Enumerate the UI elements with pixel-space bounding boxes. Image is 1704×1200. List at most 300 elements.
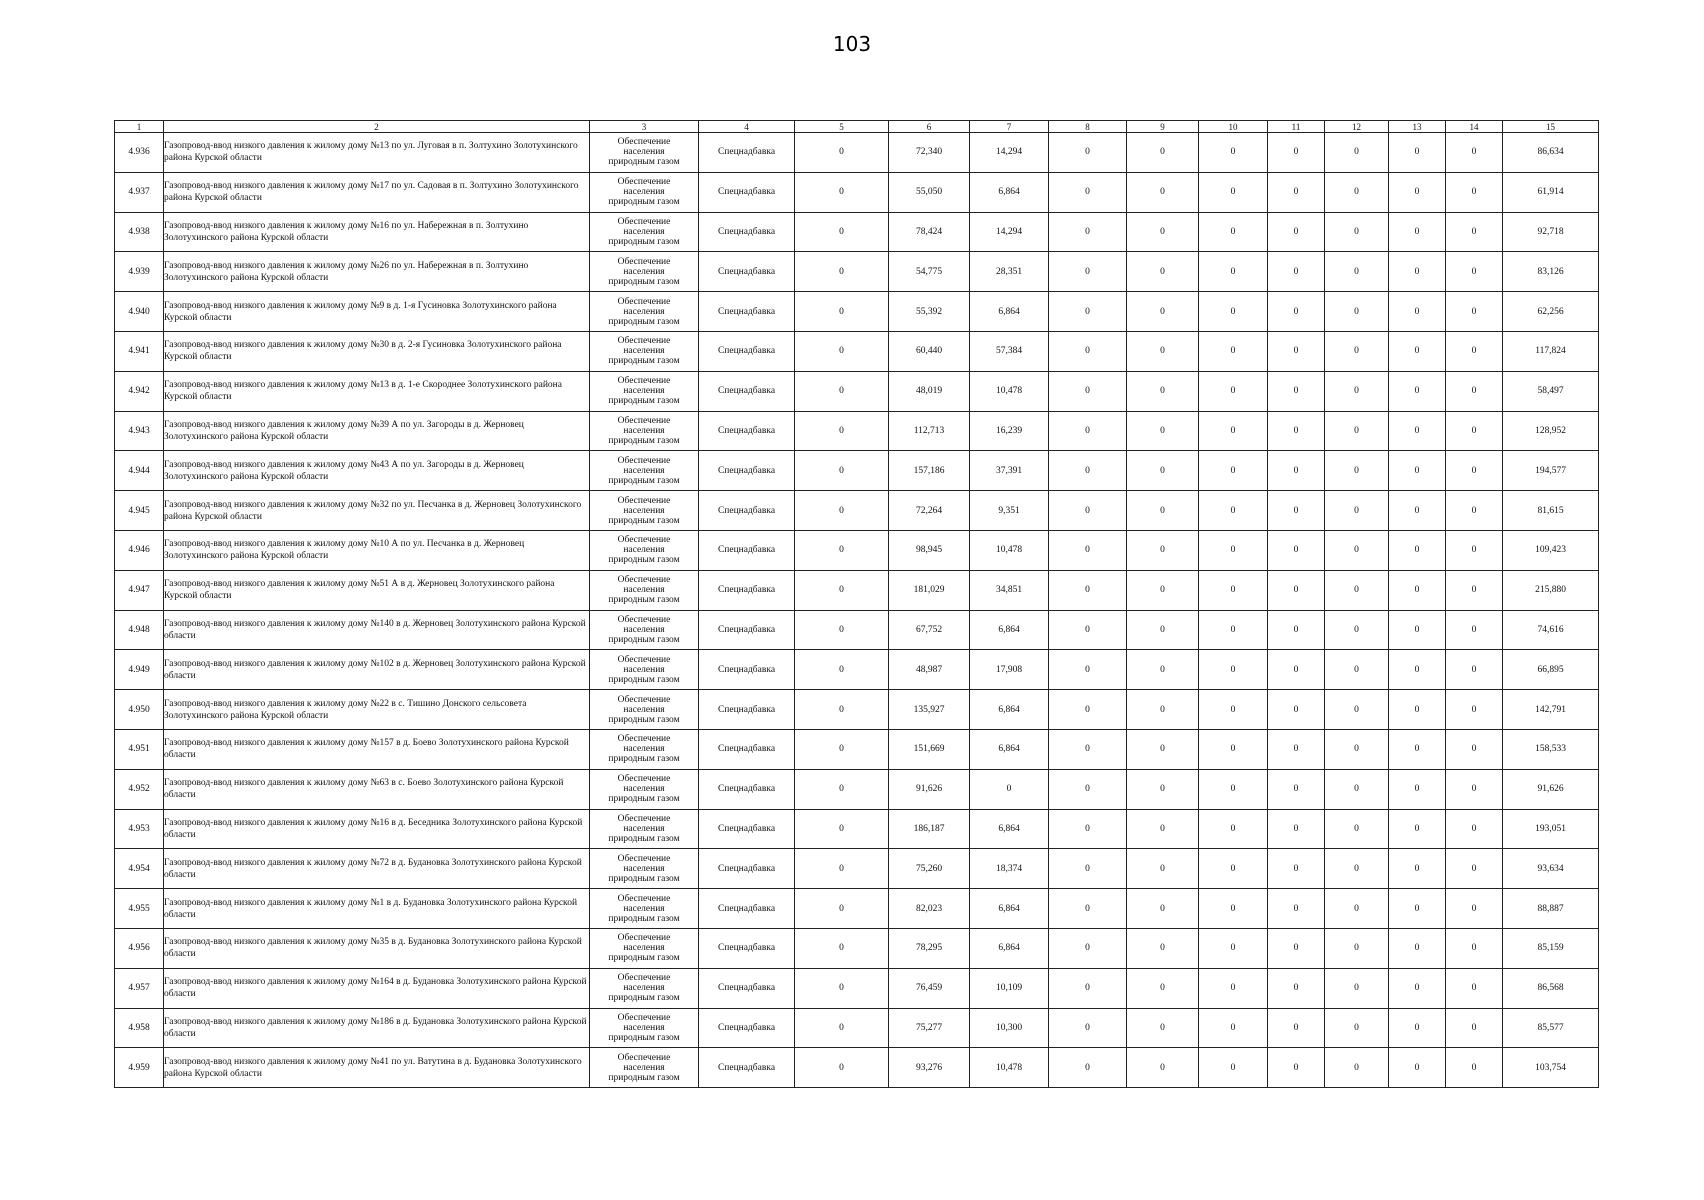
value-cell-col-13: 0 (1389, 610, 1446, 650)
value-cell-col-5: 0 (795, 451, 889, 491)
object-description: Газопровод-ввод низкого давления к жилому дому №22 в с. Тишино Донского сельсовета Золотухинского района Курской области (164, 690, 590, 730)
value-cell-col-14: 0 (1446, 133, 1503, 173)
value-cell-col-8: 0 (1049, 371, 1127, 411)
value-cell-col-10: 0 (1199, 292, 1268, 332)
funding-source: Спецнадбавка (699, 968, 795, 1008)
value-cell-col-11: 0 (1268, 928, 1325, 968)
value-cell-col-12: 0 (1325, 252, 1389, 292)
value-cell-col-7: 6,864 (970, 928, 1049, 968)
purpose-cell (590, 690, 699, 730)
value-cell-col-7: 37,391 (970, 451, 1049, 491)
table-row (115, 570, 1599, 610)
value-cell-col-5: 0 (795, 292, 889, 332)
value-cell-col-6: 60,440 (889, 331, 970, 371)
value-cell-col-7: 0 (970, 769, 1049, 809)
purpose-line: Обеспечение (617, 1012, 671, 1023)
value-cell-col-8: 0 (1049, 133, 1127, 173)
value-cell-col-14: 0 (1446, 451, 1503, 491)
value-cell-col-9: 0 (1127, 889, 1199, 929)
value-cell-col-14: 0 (1446, 212, 1503, 252)
purpose-line: Обеспечение (617, 853, 671, 864)
value-cell-col-11: 0 (1268, 1048, 1325, 1088)
object-description: Газопровод-ввод низкого давления к жилому дому №26 по ул. Набережная в п. Золтухино Золотухинского района Курской области (164, 252, 590, 292)
purpose-line: населения (623, 346, 665, 357)
value-cell-col-10: 0 (1199, 690, 1268, 730)
purpose-cell (590, 769, 699, 809)
value-cell-col-13: 0 (1389, 729, 1446, 769)
value-cell-col-10: 0 (1199, 491, 1268, 531)
object-description: Газопровод-ввод низкого давления к жилому дому №41 по ул. Ватутина в д. Будановка Золотухинского района Курской области (164, 1048, 590, 1088)
value-cell-col-9: 0 (1127, 491, 1199, 531)
value-cell-col-12: 0 (1325, 1048, 1389, 1088)
table-row (115, 331, 1599, 371)
object-description: Газопровод-ввод низкого давления к жилому дому №72 в д. Будановка Золотухинского района Курской области (164, 849, 590, 889)
purpose-line: природным газом (608, 236, 680, 247)
object-description: Газопровод-ввод низкого давления к жилому дому №10 А по ул. Песчанка в д. Жерновец Золотухинского района Курской области (164, 530, 590, 570)
value-cell-col-5: 0 (795, 769, 889, 809)
purpose-line: населения (623, 903, 665, 914)
funding-source: Спецнадбавка (699, 928, 795, 968)
table-body (115, 133, 1599, 1088)
value-cell-col-9: 0 (1127, 451, 1199, 491)
value-cell-col-13: 0 (1389, 650, 1446, 690)
value-cell-col-14: 0 (1446, 849, 1503, 889)
value-cell-col-11: 0 (1268, 371, 1325, 411)
column-header: 5 (795, 121, 889, 133)
value-cell-col-11: 0 (1268, 133, 1325, 173)
row-number: 4.949 (115, 650, 164, 690)
purpose-cell (590, 530, 699, 570)
value-cell-col-13: 0 (1389, 809, 1446, 849)
table-row (115, 451, 1599, 491)
value-cell-col-13: 0 (1389, 411, 1446, 451)
value-cell-col-5: 0 (795, 690, 889, 730)
funding-source: Спецнадбавка (699, 809, 795, 849)
purpose-cell (590, 451, 699, 491)
value-cell-col-6: 98,945 (889, 530, 970, 570)
value-cell-col-11: 0 (1268, 252, 1325, 292)
value-cell-col-5: 0 (795, 1048, 889, 1088)
funding-source: Спецнадбавка (699, 292, 795, 332)
row-number: 4.948 (115, 610, 164, 650)
value-cell-col-15: 83,126 (1503, 252, 1599, 292)
value-cell-col-15: 74,616 (1503, 610, 1599, 650)
object-description: Газопровод-ввод низкого давления к жилому дому №35 в д. Будановка Золотухинского района Курской области (164, 928, 590, 968)
value-cell-col-9: 0 (1127, 172, 1199, 212)
column-header: 10 (1199, 121, 1268, 133)
purpose-line: Обеспечение (617, 1052, 671, 1063)
value-cell-col-7: 10,109 (970, 968, 1049, 1008)
object-description: Газопровод-ввод низкого давления к жилому дому №9 в д. 1-я Гусиновка Золотухинского района Курской области (164, 292, 590, 332)
value-cell-col-15: 58,497 (1503, 371, 1599, 411)
value-cell-col-15: 128,952 (1503, 411, 1599, 451)
value-cell-col-10: 0 (1199, 172, 1268, 212)
purpose-cell (590, 212, 699, 252)
value-cell-col-11: 0 (1268, 491, 1325, 531)
purpose-line: населения (623, 425, 665, 436)
value-cell-col-7: 10,478 (970, 1048, 1049, 1088)
value-cell-col-8: 0 (1049, 928, 1127, 968)
value-cell-col-13: 0 (1389, 928, 1446, 968)
purpose-line: населения (623, 306, 665, 317)
object-description: Газопровод-ввод низкого давления к жилому дому №39 А по ул. Загороды в д. Жерновец Золотухинского района Курской области (164, 411, 590, 451)
value-cell-col-11: 0 (1268, 570, 1325, 610)
value-cell-col-13: 0 (1389, 1008, 1446, 1048)
purpose-cell (590, 1008, 699, 1048)
value-cell-col-5: 0 (795, 570, 889, 610)
purpose-cell (590, 252, 699, 292)
value-cell-col-7: 6,864 (970, 729, 1049, 769)
purpose-line: Обеспечение (617, 296, 671, 307)
value-cell-col-6: 91,626 (889, 769, 970, 809)
value-cell-col-5: 0 (795, 212, 889, 252)
purpose-line: природным газом (608, 157, 680, 168)
value-cell-col-8: 0 (1049, 610, 1127, 650)
value-cell-col-13: 0 (1389, 172, 1446, 212)
value-cell-col-6: 181,029 (889, 570, 970, 610)
value-cell-col-5: 0 (795, 849, 889, 889)
purpose-line: населения (623, 664, 665, 675)
purpose-line: населения (623, 624, 665, 635)
object-description: Газопровод-ввод низкого давления к жилому дому №16 в д. Беседника Золотухинского района Курской области (164, 809, 590, 849)
value-cell-col-10: 0 (1199, 331, 1268, 371)
value-cell-col-12: 0 (1325, 212, 1389, 252)
value-cell-col-5: 0 (795, 530, 889, 570)
value-cell-col-10: 0 (1199, 252, 1268, 292)
row-number: 4.955 (115, 889, 164, 929)
value-cell-col-11: 0 (1268, 451, 1325, 491)
object-description: Газопровод-ввод низкого давления к жилому дому №43 А по ул. Загороды в д. Жерновец Золотухинского района Курской области (164, 451, 590, 491)
value-cell-col-11: 0 (1268, 849, 1325, 889)
value-cell-col-10: 0 (1199, 133, 1268, 173)
value-cell-col-13: 0 (1389, 889, 1446, 929)
purpose-cell (590, 331, 699, 371)
value-cell-col-12: 0 (1325, 729, 1389, 769)
page-number: 103 (832, 32, 872, 56)
value-cell-col-11: 0 (1268, 172, 1325, 212)
purpose-cell (590, 1048, 699, 1088)
purpose-line: населения (623, 983, 665, 994)
value-cell-col-11: 0 (1268, 809, 1325, 849)
table-row (115, 849, 1599, 889)
value-cell-col-11: 0 (1268, 292, 1325, 332)
value-cell-col-7: 6,864 (970, 172, 1049, 212)
value-cell-col-11: 0 (1268, 331, 1325, 371)
purpose-line: Обеспечение (617, 177, 671, 188)
value-cell-col-9: 0 (1127, 729, 1199, 769)
column-header: 11 (1268, 121, 1325, 133)
purpose-line: природным газом (608, 794, 680, 805)
value-cell-col-7: 14,294 (970, 133, 1049, 173)
value-cell-col-14: 0 (1446, 371, 1503, 411)
value-cell-col-12: 0 (1325, 530, 1389, 570)
table-row (115, 729, 1599, 769)
value-cell-col-10: 0 (1199, 968, 1268, 1008)
value-cell-col-13: 0 (1389, 212, 1446, 252)
value-cell-col-8: 0 (1049, 769, 1127, 809)
column-header: 9 (1127, 121, 1199, 133)
purpose-line: природным газом (608, 197, 680, 208)
purpose-line: Обеспечение (617, 535, 671, 546)
value-cell-col-14: 0 (1446, 928, 1503, 968)
value-cell-col-9: 0 (1127, 610, 1199, 650)
purpose-line: природным газом (608, 953, 680, 964)
value-cell-col-7: 10,478 (970, 371, 1049, 411)
value-cell-col-6: 78,295 (889, 928, 970, 968)
table-row (115, 968, 1599, 1008)
row-number: 4.954 (115, 849, 164, 889)
value-cell-col-8: 0 (1049, 809, 1127, 849)
value-cell-col-9: 0 (1127, 570, 1199, 610)
row-number: 4.950 (115, 690, 164, 730)
value-cell-col-14: 0 (1446, 411, 1503, 451)
table-row (115, 690, 1599, 730)
value-cell-col-14: 0 (1446, 292, 1503, 332)
value-cell-col-6: 76,459 (889, 968, 970, 1008)
value-cell-col-6: 54,775 (889, 252, 970, 292)
purpose-line: природным газом (608, 276, 680, 287)
value-cell-col-8: 0 (1049, 451, 1127, 491)
object-description: Газопровод-ввод низкого давления к жилому дому №51 А в д. Жерновец Золотухинского района Курской области (164, 570, 590, 610)
purpose-line: населения (623, 863, 665, 874)
value-cell-col-12: 0 (1325, 491, 1389, 531)
purpose-line: Обеспечение (617, 813, 671, 824)
object-description: Газопровод-ввод низкого давления к жилому дому №16 по ул. Набережная в п. Золтухино Золотухинского района Курской области (164, 212, 590, 252)
value-cell-col-15: 93,634 (1503, 849, 1599, 889)
value-cell-col-5: 0 (795, 809, 889, 849)
purpose-line: природным газом (608, 873, 680, 884)
value-cell-col-7: 6,864 (970, 292, 1049, 332)
value-cell-col-8: 0 (1049, 530, 1127, 570)
purpose-line: населения (623, 187, 665, 198)
value-cell-col-15: 66,895 (1503, 650, 1599, 690)
value-cell-col-8: 0 (1049, 968, 1127, 1008)
object-description: Газопровод-ввод низкого давления к жилому дому №13 в д. 1-е Скороднее Золотухинского района Курской области (164, 371, 590, 411)
purpose-line: Обеспечение (617, 495, 671, 506)
purpose-cell (590, 968, 699, 1008)
value-cell-col-14: 0 (1446, 690, 1503, 730)
value-cell-col-8: 0 (1049, 172, 1127, 212)
value-cell-col-14: 0 (1446, 1048, 1503, 1088)
table-row (115, 809, 1599, 849)
funding-source: Спецнадбавка (699, 530, 795, 570)
table-row (115, 411, 1599, 451)
row-number: 4.938 (115, 212, 164, 252)
purpose-line: Обеспечение (617, 137, 671, 148)
value-cell-col-13: 0 (1389, 451, 1446, 491)
value-cell-col-10: 0 (1199, 1048, 1268, 1088)
value-cell-col-9: 0 (1127, 968, 1199, 1008)
purpose-line: природным газом (608, 316, 680, 327)
value-cell-col-5: 0 (795, 1008, 889, 1048)
value-cell-col-7: 6,864 (970, 809, 1049, 849)
row-number: 4.947 (115, 570, 164, 610)
funding-source: Спецнадбавка (699, 331, 795, 371)
row-number: 4.945 (115, 491, 164, 531)
value-cell-col-9: 0 (1127, 133, 1199, 173)
column-header: 4 (699, 121, 795, 133)
value-cell-col-12: 0 (1325, 570, 1389, 610)
row-number: 4.957 (115, 968, 164, 1008)
value-cell-col-10: 0 (1199, 530, 1268, 570)
column-header: 1 (115, 121, 164, 133)
purpose-line: Обеспечение (617, 973, 671, 984)
value-cell-col-6: 93,276 (889, 1048, 970, 1088)
value-cell-col-15: 86,568 (1503, 968, 1599, 1008)
table-row (115, 1048, 1599, 1088)
purpose-line: природным газом (608, 435, 680, 446)
value-cell-col-14: 0 (1446, 491, 1503, 531)
value-cell-col-6: 186,187 (889, 809, 970, 849)
value-cell-col-11: 0 (1268, 650, 1325, 690)
value-cell-col-6: 78,424 (889, 212, 970, 252)
row-number: 4.937 (115, 172, 164, 212)
value-cell-col-11: 0 (1268, 411, 1325, 451)
value-cell-col-5: 0 (795, 729, 889, 769)
value-cell-col-15: 215,880 (1503, 570, 1599, 610)
funding-source: Спецнадбавка (699, 690, 795, 730)
value-cell-col-9: 0 (1127, 292, 1199, 332)
purpose-line: населения (623, 147, 665, 158)
funding-source: Спецнадбавка (699, 371, 795, 411)
value-cell-col-12: 0 (1325, 889, 1389, 929)
value-cell-col-11: 0 (1268, 690, 1325, 730)
value-cell-col-6: 135,927 (889, 690, 970, 730)
value-cell-col-10: 0 (1199, 849, 1268, 889)
purpose-cell (590, 889, 699, 929)
value-cell-col-14: 0 (1446, 1008, 1503, 1048)
purpose-line: Обеспечение (617, 774, 671, 785)
value-cell-col-9: 0 (1127, 212, 1199, 252)
purpose-cell (590, 650, 699, 690)
value-cell-col-12: 0 (1325, 451, 1389, 491)
value-cell-col-10: 0 (1199, 769, 1268, 809)
value-cell-col-9: 0 (1127, 849, 1199, 889)
value-cell-col-5: 0 (795, 968, 889, 1008)
value-cell-col-14: 0 (1446, 530, 1503, 570)
table-row (115, 530, 1599, 570)
value-cell-col-8: 0 (1049, 411, 1127, 451)
row-number: 4.939 (115, 252, 164, 292)
value-cell-col-6: 55,050 (889, 172, 970, 212)
value-cell-col-7: 10,300 (970, 1008, 1049, 1048)
value-cell-col-13: 0 (1389, 769, 1446, 809)
value-cell-col-15: 85,577 (1503, 1008, 1599, 1048)
purpose-line: населения (623, 1022, 665, 1033)
purpose-cell (590, 849, 699, 889)
value-cell-col-11: 0 (1268, 610, 1325, 650)
purpose-cell (590, 610, 699, 650)
purpose-cell (590, 729, 699, 769)
purpose-cell (590, 928, 699, 968)
value-cell-col-14: 0 (1446, 650, 1503, 690)
value-cell-col-13: 0 (1389, 690, 1446, 730)
purpose-line: населения (623, 505, 665, 516)
value-cell-col-9: 0 (1127, 331, 1199, 371)
value-cell-col-6: 48,987 (889, 650, 970, 690)
purpose-line: населения (623, 823, 665, 834)
column-header: 13 (1389, 121, 1446, 133)
value-cell-col-7: 17,908 (970, 650, 1049, 690)
value-cell-col-12: 0 (1325, 331, 1389, 371)
value-cell-col-5: 0 (795, 133, 889, 173)
value-cell-col-9: 0 (1127, 650, 1199, 690)
column-header: 3 (590, 121, 699, 133)
purpose-line: населения (623, 585, 665, 596)
funding-source: Спецнадбавка (699, 1008, 795, 1048)
value-cell-col-8: 0 (1049, 1008, 1127, 1048)
value-cell-col-6: 112,713 (889, 411, 970, 451)
object-description: Газопровод-ввод низкого давления к жилому дому №30 в д. 2-я Гусиновка Золотухинского района Курской области (164, 331, 590, 371)
value-cell-col-7: 57,384 (970, 331, 1049, 371)
value-cell-col-7: 16,239 (970, 411, 1049, 451)
document-table-wrapper (114, 120, 1599, 1088)
funding-source: Спецнадбавка (699, 133, 795, 173)
investment-table (114, 120, 1599, 1088)
value-cell-col-6: 75,260 (889, 849, 970, 889)
table-row (115, 650, 1599, 690)
funding-source: Спецнадбавка (699, 769, 795, 809)
row-number: 4.953 (115, 809, 164, 849)
value-cell-col-8: 0 (1049, 849, 1127, 889)
row-number: 4.959 (115, 1048, 164, 1088)
object-description: Газопровод-ввод низкого давления к жилому дому №32 по ул. Песчанка в д. Жерновец Золотухинского района Курской области (164, 491, 590, 531)
value-cell-col-6: 67,752 (889, 610, 970, 650)
row-number: 4.946 (115, 530, 164, 570)
table-row (115, 610, 1599, 650)
value-cell-col-7: 18,374 (970, 849, 1049, 889)
value-cell-col-14: 0 (1446, 729, 1503, 769)
purpose-line: населения (623, 266, 665, 277)
table-row (115, 1008, 1599, 1048)
table-row (115, 769, 1599, 809)
value-cell-col-8: 0 (1049, 889, 1127, 929)
value-cell-col-5: 0 (795, 252, 889, 292)
value-cell-col-9: 0 (1127, 809, 1199, 849)
value-cell-col-11: 0 (1268, 1008, 1325, 1048)
funding-source: Спецнадбавка (699, 1048, 795, 1088)
purpose-cell (590, 133, 699, 173)
object-description: Газопровод-ввод низкого давления к жилому дому №1 в д. Будановка Золотухинского района Курской области (164, 889, 590, 929)
value-cell-col-15: 91,626 (1503, 769, 1599, 809)
value-cell-col-9: 0 (1127, 371, 1199, 411)
value-cell-col-6: 55,392 (889, 292, 970, 332)
row-number: 4.944 (115, 451, 164, 491)
value-cell-col-8: 0 (1049, 1048, 1127, 1088)
purpose-line: населения (623, 1062, 665, 1073)
object-description: Газопровод-ввод низкого давления к жилому дому №17 по ул. Садовая в п. Золтухино Золотухинского района Курской области (164, 172, 590, 212)
value-cell-col-10: 0 (1199, 610, 1268, 650)
table-row (115, 491, 1599, 531)
value-cell-col-15: 61,914 (1503, 172, 1599, 212)
purpose-line: Обеспечение (617, 575, 671, 586)
value-cell-col-12: 0 (1325, 411, 1389, 451)
funding-source: Спецнадбавка (699, 212, 795, 252)
value-cell-col-13: 0 (1389, 252, 1446, 292)
value-cell-col-7: 6,864 (970, 690, 1049, 730)
value-cell-col-7: 6,864 (970, 889, 1049, 929)
value-cell-col-15: 158,533 (1503, 729, 1599, 769)
purpose-line: природным газом (608, 595, 680, 606)
table-row (115, 371, 1599, 411)
purpose-line: природным газом (608, 833, 680, 844)
value-cell-col-9: 0 (1127, 530, 1199, 570)
value-cell-col-15: 109,423 (1503, 530, 1599, 570)
purpose-line: природным газом (608, 1072, 680, 1083)
value-cell-col-10: 0 (1199, 411, 1268, 451)
value-cell-col-9: 0 (1127, 252, 1199, 292)
funding-source: Спецнадбавка (699, 451, 795, 491)
